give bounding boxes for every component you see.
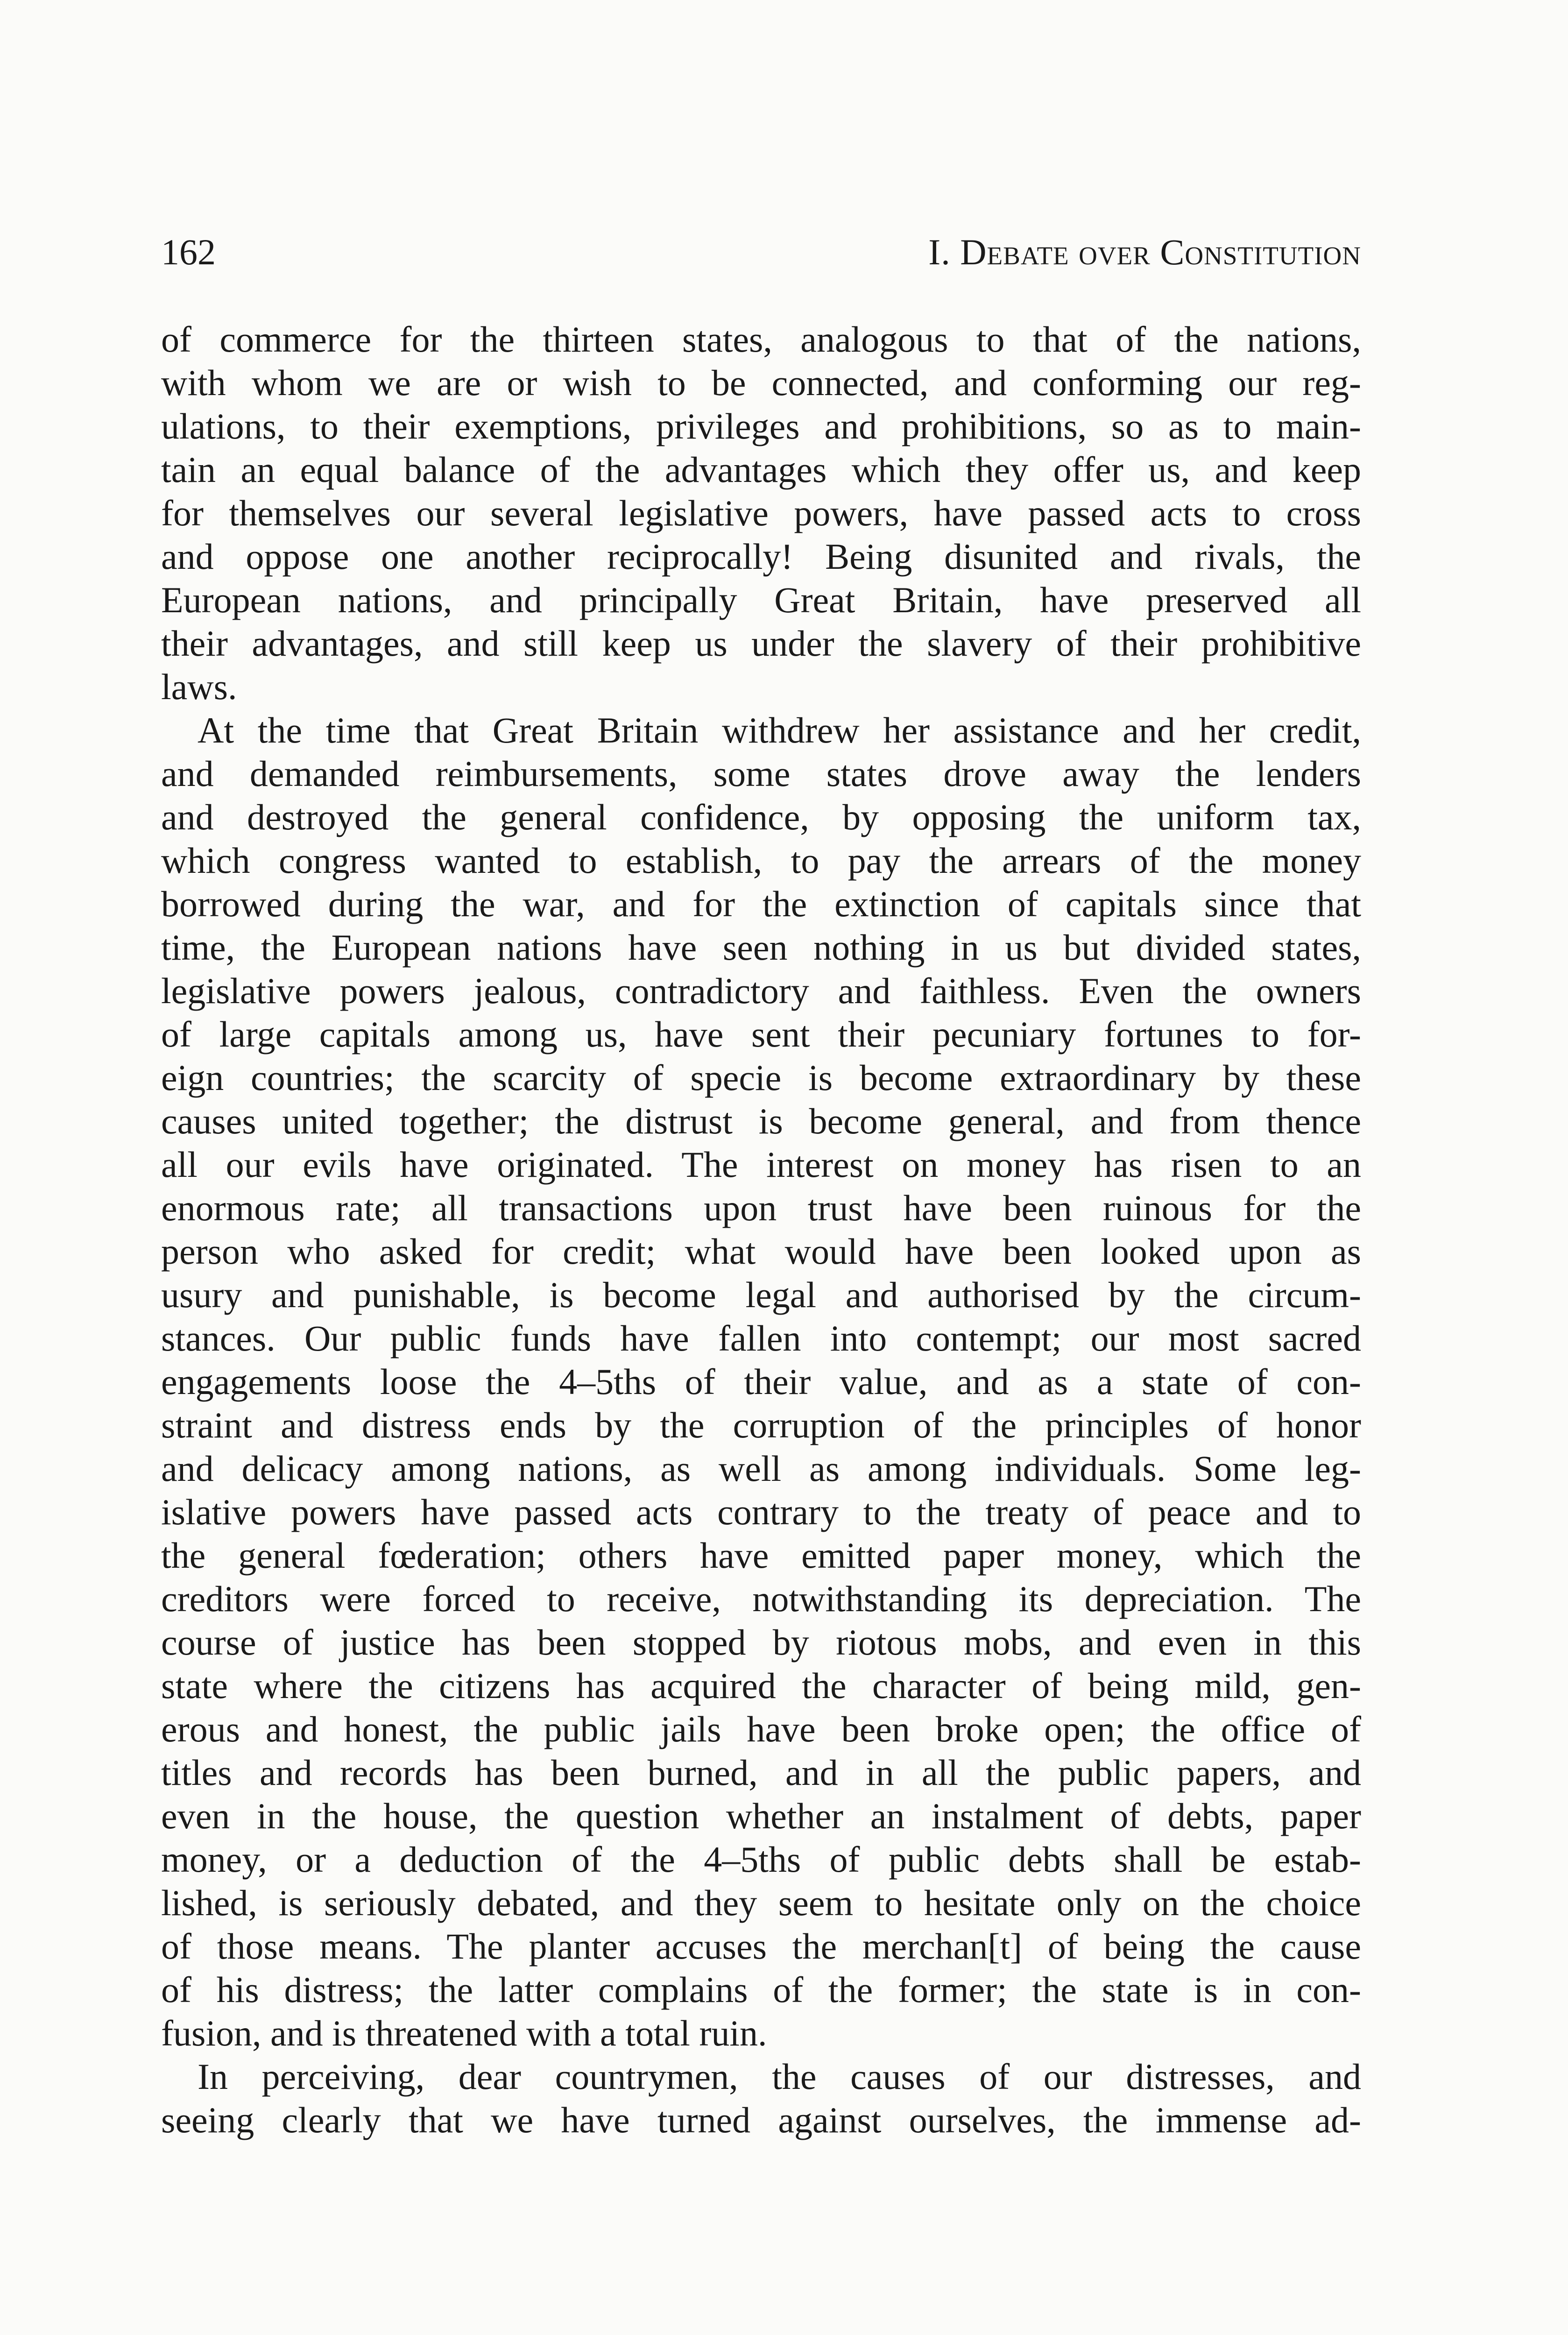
text-line: and destroyed the general confidence, by opposing the uniform tax,	[161, 797, 1361, 837]
text-line: of his distress; the latter complains of the former; the state is in con-	[161, 1969, 1361, 2010]
text-line: creditors were forced to receive, notwithstanding its depreciation. The	[161, 1578, 1361, 1619]
text-line: enormous rate; all transactions upon trust have been ruinous for the	[161, 1188, 1361, 1228]
text-line: ulations, to their exemptions, privileges and prohibitions, so as to main-	[161, 406, 1361, 446]
text-line: borrowed during the war, and for the extinction of capitals since that	[161, 884, 1361, 924]
text-line: causes united together; the distrust is become general, and from thence	[161, 1101, 1361, 1141]
paragraph	[161, 708, 1361, 2055]
text-line: lished, is seriously debated, and they seem to hesitate only on the choice	[161, 1882, 1361, 1923]
text-line: stances. Our public funds have fallen into contempt; our most sacred	[161, 1318, 1361, 1359]
text-line: fusion, and is threatened with a total ruin.	[161, 2013, 767, 2053]
text-line: laws.	[161, 666, 237, 707]
text-line: for themselves our several legislative powers, have passed acts to cross	[161, 493, 1361, 533]
text-line: time, the European nations have seen nothing in us but divided states,	[161, 927, 1361, 968]
paragraph	[161, 2055, 1361, 2142]
text-line: islative powers have passed acts contrary to the treaty of peace and to	[161, 1492, 1361, 1532]
page-number: 162	[161, 232, 216, 272]
text-line: with whom we are or wish to be connected, and conforming our reg-	[161, 362, 1361, 403]
text-line: erous and honest, the public jails have been broke open; the office of	[161, 1709, 1361, 1749]
paragraph	[161, 318, 1361, 708]
text-line: usury and punishable, is become legal and authorised by the circum-	[161, 1274, 1361, 1315]
text-line: engagements loose the 4–5ths of their value, and as a state of con-	[161, 1361, 1361, 1402]
text-line: titles and records has been burned, and in all the public papers, and	[161, 1752, 1361, 1793]
text-line: which congress wanted to establish, to pay the arrears of the money	[161, 840, 1361, 881]
text-line: person who asked for credit; what would have been looked upon as	[161, 1231, 1361, 1272]
text-line: of commerce for the thirteen states, analogous to that of the nations,	[161, 319, 1361, 360]
text-line: all our evils have originated. The interest on money has risen to an	[161, 1144, 1361, 1185]
text-line: even in the house, the question whether an instalment of debts, paper	[161, 1796, 1361, 1836]
text-line: course of justice has been stopped by riotous mobs, and even in this	[161, 1622, 1361, 1663]
text-line: seeing clearly that we have turned against ourselves, the immense ad-	[161, 2100, 1361, 2140]
text-line: of large capitals among us, have sent their pecuniary fortunes to for-	[161, 1014, 1361, 1054]
text-line: tain an equal balance of the advantages which they offer us, and keep	[161, 449, 1361, 490]
text-line: In perceiving, dear countrymen, the causes of our distresses, and	[198, 2056, 1361, 2097]
section-title: I. Debate over Constitution	[928, 232, 1361, 272]
text-line: At the time that Great Britain withdrew her assistance and her credit,	[198, 710, 1361, 750]
text-line: and demanded reimbursements, some states drove away the lenders	[161, 753, 1361, 794]
text-line: of those means. The planter accuses the merchan[t] of being the cause	[161, 1926, 1361, 1967]
text-line: and delicacy among nations, as well as among individuals. Some leg-	[161, 1448, 1361, 1489]
text-line: money, or a deduction of the 4–5ths of public debts shall be estab-	[161, 1839, 1361, 1880]
text-line: and oppose one another reciprocally! Being disunited and rivals, the	[161, 536, 1361, 577]
text-line: straint and distress ends by the corruption of the principles of honor	[161, 1405, 1361, 1445]
running-head	[161, 226, 1361, 278]
body-text	[161, 318, 1361, 2142]
text-line: state where the citizens has acquired the character of being mild, gen-	[161, 1665, 1361, 1706]
text-line: eign countries; the scarcity of specie is become extraordinary by these	[161, 1057, 1361, 1098]
text-line: legislative powers jealous, contradictory and faithless. Even the owners	[161, 970, 1361, 1011]
text-line: European nations, and principally Great Britain, have preserved all	[161, 580, 1361, 620]
text-line: the general fœderation; others have emitted paper money, which the	[161, 1535, 1361, 1576]
text-line: their advantages, and still keep us under the slavery of their prohibitive	[161, 623, 1361, 664]
